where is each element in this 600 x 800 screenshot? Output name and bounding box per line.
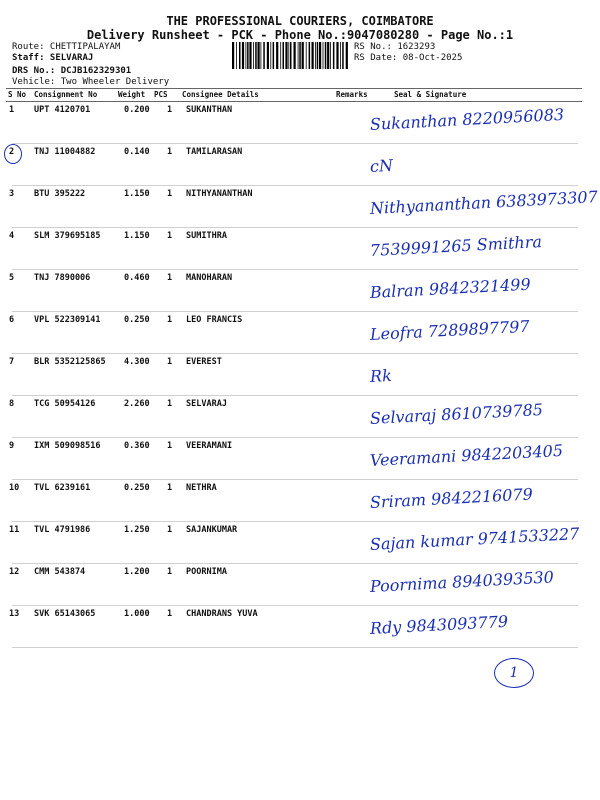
- table-row: [9, 143, 578, 186]
- consignee-cell: SAJANKUMAR: [186, 525, 238, 535]
- sno-cell: 13: [9, 609, 20, 619]
- sno-cell: 5: [9, 273, 15, 283]
- col-seal-signature: Seal & Signature: [394, 90, 467, 99]
- col-pcs: PCS: [154, 90, 168, 99]
- sno-cell: 2: [9, 147, 15, 157]
- weight-cell: 2.260: [124, 399, 150, 409]
- weight-cell: 0.200: [124, 105, 150, 115]
- pcs-cell: 1: [167, 189, 173, 199]
- consignment-cell: TVL 6239161: [34, 483, 91, 493]
- pcs-cell: 1: [167, 609, 173, 619]
- table-row: [9, 521, 580, 564]
- consignee-cell: LEO FRANCIS: [186, 315, 243, 325]
- pcs-cell: 1: [167, 105, 173, 115]
- table-row: [9, 605, 578, 648]
- signature-handwriting: Sukanthan 8220956083: [369, 104, 565, 134]
- page-number-circle: 1: [494, 658, 534, 688]
- consignee-cell: SUKANTHAN: [186, 105, 233, 115]
- pcs-cell: 1: [167, 273, 173, 283]
- consignment-cell: TNJ 11004882: [34, 147, 96, 157]
- consignee-cell: NITHYANANTHAN: [186, 189, 253, 199]
- sno-cell: 1: [9, 105, 15, 115]
- consignment-cell: IXM 509098516: [34, 441, 101, 451]
- pcs-cell: 1: [167, 357, 173, 367]
- weight-cell: 1.250: [124, 525, 150, 535]
- pcs-cell: 1: [167, 231, 173, 241]
- consignment-cell: TCG 50954126: [34, 399, 96, 409]
- table-row: [9, 437, 578, 480]
- barcode-icon: [232, 42, 350, 69]
- consignment-cell: SVK 65143065: [34, 609, 96, 619]
- table-row: [9, 101, 578, 144]
- pcs-cell: 1: [167, 441, 173, 451]
- consignee-cell: SELVARAJ: [186, 399, 227, 409]
- signature-handwriting: Sriram 9842216079: [369, 484, 534, 512]
- weight-cell: 0.460: [124, 273, 150, 283]
- pcs-cell: 1: [167, 399, 173, 409]
- weight-cell: 1.150: [124, 231, 150, 241]
- col-consignee: Consignee Details: [182, 90, 259, 99]
- col-remarks: Remarks: [336, 90, 368, 99]
- col-consignment: Consignment No: [34, 90, 98, 99]
- weight-cell: 1.000: [124, 609, 150, 619]
- company-title: THE PROFESSIONAL COURIERS, COIMBATORE: [166, 14, 434, 28]
- signature-handwriting: Sajan kumar 9741533227: [369, 524, 580, 554]
- route-label: Route: CHETTIPALAYAM: [12, 42, 121, 52]
- table-row: [9, 353, 578, 396]
- row-circle-mark: [4, 144, 22, 164]
- consignee-cell: EVEREST: [186, 357, 222, 367]
- sno-cell: 8: [9, 399, 15, 409]
- pcs-cell: 1: [167, 315, 173, 325]
- signature-handwriting: Rdy 9843093779: [369, 611, 509, 638]
- sno-cell: 11: [9, 525, 20, 535]
- signature-handwriting: Poornima 8940393530: [369, 567, 555, 596]
- weight-cell: 4.300: [124, 357, 150, 367]
- sno-cell: 9: [9, 441, 15, 451]
- consignment-cell: TNJ 7890006: [34, 273, 91, 283]
- table-row: [9, 269, 578, 312]
- signature-handwriting: Rk: [369, 365, 393, 386]
- table-row: [9, 227, 578, 270]
- consignee-cell: MANOHARAN: [186, 273, 233, 283]
- table-row: [9, 311, 578, 354]
- col-weight: Weight: [118, 90, 146, 99]
- signature-handwriting: Leofra 7289897797: [369, 316, 530, 344]
- weight-cell: 0.250: [124, 315, 150, 325]
- consignee-cell: NETHRA: [186, 483, 217, 493]
- vehicle-label: Vehicle: Two Wheeler Delivery: [12, 77, 170, 87]
- weight-cell: 0.360: [124, 441, 150, 451]
- drs-number: DRS No.: DCJB162329301: [12, 66, 132, 76]
- sno-cell: 6: [9, 315, 15, 325]
- rs-date: RS Date: 08-Oct-2025: [354, 53, 463, 63]
- col-sno: S No: [8, 90, 27, 99]
- staff-label: Staff: SELVARAJ: [12, 53, 94, 63]
- signature-handwriting: cN: [369, 155, 394, 176]
- consignee-cell: TAMILARASAN: [186, 147, 243, 157]
- table-row: [9, 395, 578, 438]
- sno-cell: 7: [9, 357, 15, 367]
- sno-cell: 12: [9, 567, 20, 577]
- pcs-cell: 1: [167, 147, 173, 157]
- weight-cell: 0.140: [124, 147, 150, 157]
- pcs-cell: 1: [167, 525, 173, 535]
- consignee-cell: SUMITHRA: [186, 231, 227, 241]
- signature-handwriting: Nithyananthan 6383973307: [369, 187, 599, 218]
- signature-handwriting: Veeramani 9842203405: [369, 440, 564, 470]
- consignment-cell: UPT 4120701: [34, 105, 91, 115]
- consignee-cell: POORNIMA: [186, 567, 227, 577]
- signature-handwriting: Balran 9842321499: [369, 274, 532, 302]
- runsheet-subtitle: Delivery Runsheet - PCK - Phone No.:9047080280 - Page No.:1: [86, 28, 514, 42]
- pcs-cell: 1: [167, 483, 173, 493]
- consignee-cell: VEERAMANI: [186, 441, 233, 451]
- table-row: [9, 185, 599, 228]
- consignment-cell: TVL 4791986: [34, 525, 91, 535]
- weight-cell: 1.150: [124, 189, 150, 199]
- sno-cell: 3: [9, 189, 15, 199]
- consignment-cell: BLR 5352125865: [34, 357, 106, 367]
- table-row: [9, 563, 578, 606]
- signature-handwriting: Selvaraj 8610739785: [369, 399, 544, 428]
- table-header: [6, 88, 582, 102]
- consignment-cell: BTU 395222: [34, 189, 86, 199]
- sno-cell: 10: [9, 483, 20, 493]
- signature-handwriting: 7539991265 Smithra: [369, 232, 543, 260]
- consignment-cell: CMM 543874: [34, 567, 86, 577]
- table-row: [9, 479, 578, 522]
- pcs-cell: 1: [167, 567, 173, 577]
- sno-cell: 4: [9, 231, 15, 241]
- consignment-cell: VPL 522309141: [34, 315, 101, 325]
- weight-cell: 1.200: [124, 567, 150, 577]
- consignment-cell: SLM 379695185: [34, 231, 101, 241]
- consignee-cell: CHANDRANS YUVA: [186, 609, 258, 619]
- weight-cell: 0.250: [124, 483, 150, 493]
- rs-number: RS No.: 1623293: [354, 42, 436, 52]
